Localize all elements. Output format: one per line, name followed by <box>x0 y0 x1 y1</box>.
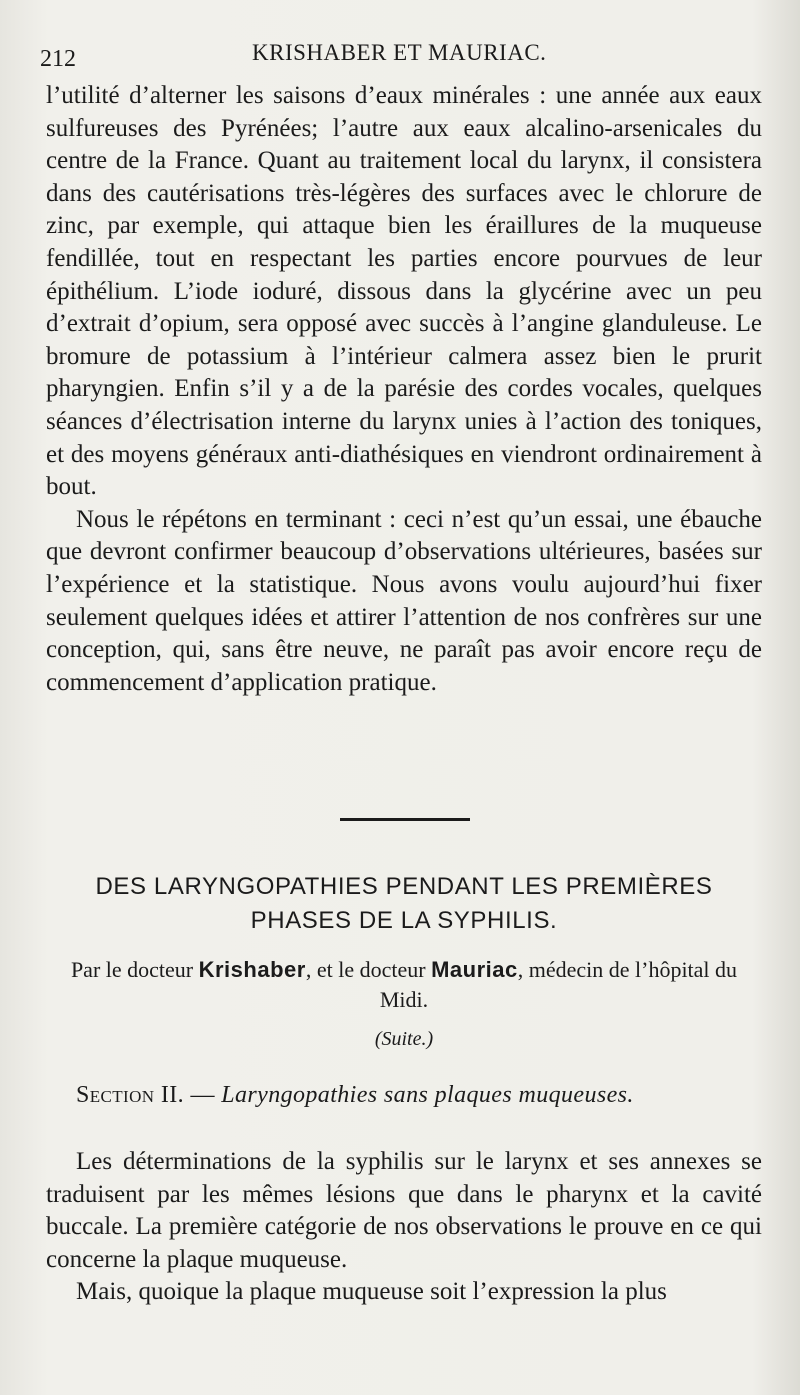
article-title-line: DES LARYNGOPATHIES PENDANT LES PREMIÈRES <box>95 873 713 900</box>
body-text-bottom <box>46 1146 762 1309</box>
article-byline <box>46 955 762 1015</box>
paragraph: Nous le répétons en terminant : ceci n’est qu’un essai, une ébauche que devront confirmer beaucoup d’observations ultérieures, basées sur l’expérience et la statistique. Nous avons voulu aujourd’hui fixer seulement quelques idées et attirer l’attention de nos confrères sur une conception, qui, sans être neuve, ne paraît pas avoir encore reçu de commencement d’application pratique. <box>46 505 762 696</box>
body-text-top <box>46 80 762 699</box>
author-name: Krishaber <box>198 957 306 982</box>
paragraph: Les déterminations de la syphilis sur le larynx et ses annexes se traduisent par les mêmes lésions que dans le pharynx et la cavité buccale. La première catégorie de nos observations le prouve en ce qui concerne la plaque muqueuse. <box>46 1148 762 1273</box>
byline-text: , médecin de l’hôpital du Midi. <box>379 957 738 1012</box>
article-title-line: PHASES DE LA SYPHILIS. <box>250 907 558 934</box>
section-heading <box>76 1082 756 1109</box>
page-number: 212 <box>40 46 76 72</box>
paragraph: l’utilité d’alterner les saisons d’eaux minérales : une année aux eaux sulfureuses des Pyrénées; l’autre aux eaux alcalino-arsenicales du centre de la France. Quant au traitement local du larynx, il consistera dans des cautérisations très-légères des surfaces avec le chlorure de zinc, par exemple, qui attaque bien les éraillures de la muqueuse fendillée, tout en respectant les parties encore pourvues de leur épithélium. L’iode ioduré, dissous dans la glycérine avec un peu d’extrait d’opium, sera opposé avec succès à l’angine glanduleuse. Le bromure de potassium à l’intérieur calmera assez bien le prurit pharyngien. Enfin s’il y a de la parésie des cordes vocales, quelques séances d’électrisation interne du larynx unies à l’action des toniques, et des moyens généraux anti-diathésiques en viendront ordinairement à bout. <box>46 82 762 501</box>
section-label: Section II. — <box>76 1082 215 1108</box>
running-title: KRISHABER ET MAURIAC. <box>252 40 547 65</box>
byline-text: , et le docteur <box>305 957 426 982</box>
author-name: Mauriac <box>431 957 518 982</box>
section-divider <box>340 818 470 821</box>
section-title: Laryngopathies sans plaques muqueuses. <box>221 1082 634 1108</box>
page-header <box>40 40 760 76</box>
continued-note: (Suite.) <box>374 1028 434 1050</box>
paragraph: Mais, quoique la plaque muqueuse soit l’expression la plus <box>76 1278 667 1306</box>
byline-text: Par le docteur <box>70 957 194 982</box>
article-title <box>46 870 762 938</box>
